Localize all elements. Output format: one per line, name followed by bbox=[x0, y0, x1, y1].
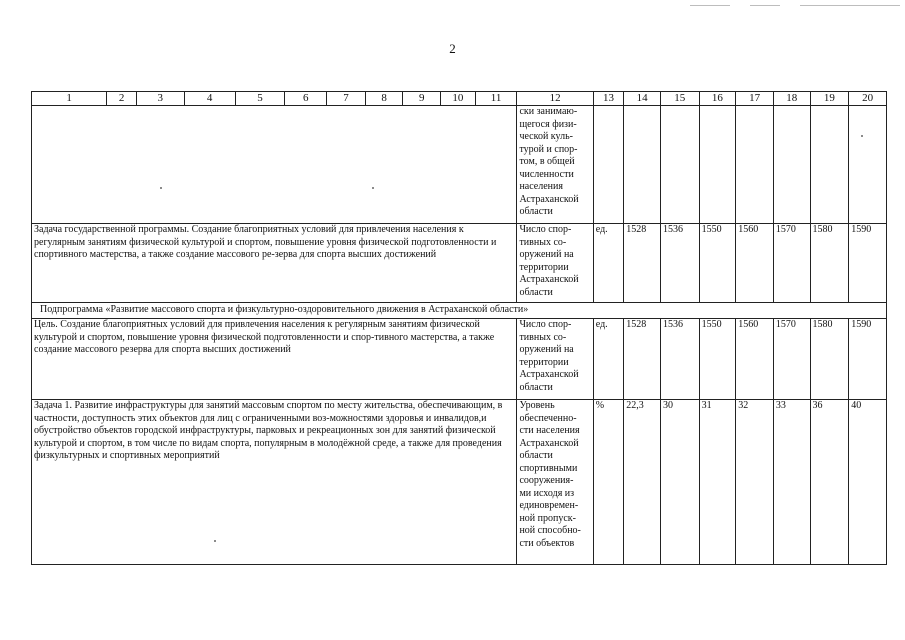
indicators-table bbox=[31, 91, 887, 565]
indicator-cell: ски занимаю- щегося физи- ческой куль- турой и спор- том, в общей численности населения Астраханской области bbox=[517, 106, 593, 224]
column-number: 12 bbox=[517, 92, 593, 106]
value-cell: 31 bbox=[699, 400, 736, 565]
column-number: 13 bbox=[593, 92, 624, 106]
value-cell: 1528 bbox=[624, 319, 661, 400]
value-cell bbox=[773, 106, 810, 224]
column-number: 11 bbox=[475, 92, 517, 106]
value-cell bbox=[849, 106, 887, 224]
indicator-cell: Уровень обеспеченно- сти населения Астраханской области спортивными сооружения- ми исходя из единовремен- ной пропуск- ной способно- сти объектов bbox=[517, 400, 593, 565]
table-row-state-task bbox=[32, 224, 887, 303]
value-cell: 1580 bbox=[810, 224, 849, 303]
column-number: 8 bbox=[365, 92, 403, 106]
value-cell: 1590 bbox=[849, 224, 887, 303]
value-cell: 1550 bbox=[699, 224, 736, 303]
table-row-goal bbox=[32, 319, 887, 400]
unit-cell: ед. bbox=[593, 319, 624, 400]
value-cell: 1560 bbox=[736, 224, 774, 303]
value-cell bbox=[624, 106, 661, 224]
column-number: 1 bbox=[32, 92, 107, 106]
value-cell: 1570 bbox=[773, 319, 810, 400]
column-number: 16 bbox=[699, 92, 736, 106]
scan-speck bbox=[861, 135, 863, 137]
table-row-subprogram bbox=[32, 303, 887, 319]
scan-speck bbox=[214, 540, 216, 542]
column-number: 15 bbox=[660, 92, 699, 106]
value-cell: 1536 bbox=[660, 224, 699, 303]
column-number: 5 bbox=[235, 92, 285, 106]
column-number: 2 bbox=[107, 92, 137, 106]
indicator-cell: Число спор- тивных со- оружений на территории Астраханской области bbox=[517, 319, 593, 400]
description-cell bbox=[32, 106, 517, 224]
column-number: 20 bbox=[849, 92, 887, 106]
column-number: 4 bbox=[184, 92, 235, 106]
subprogram-title: Подпрограмма «Развитие массового спорта и физкультурно-оздоровительного движения в Астраханской области» bbox=[32, 303, 887, 319]
value-cell bbox=[810, 106, 849, 224]
value-cell: 36 bbox=[810, 400, 849, 565]
value-cell: 33 bbox=[773, 400, 810, 565]
value-cell: 30 bbox=[660, 400, 699, 565]
unit-cell: % bbox=[593, 400, 624, 565]
column-number: 6 bbox=[285, 92, 327, 106]
column-number: 3 bbox=[136, 92, 184, 106]
value-cell: 1570 bbox=[773, 224, 810, 303]
column-number: 7 bbox=[327, 92, 366, 106]
value-cell bbox=[699, 106, 736, 224]
column-number: 17 bbox=[736, 92, 774, 106]
value-cell: 1528 bbox=[624, 224, 661, 303]
table-row-continuation bbox=[32, 106, 887, 224]
value-cell bbox=[660, 106, 699, 224]
column-number: 19 bbox=[810, 92, 849, 106]
scan-artifact-line bbox=[800, 5, 900, 6]
column-number: 18 bbox=[773, 92, 810, 106]
scan-artifact-line bbox=[690, 5, 730, 6]
scan-artifact-line bbox=[750, 5, 780, 6]
value-cell: 1536 bbox=[660, 319, 699, 400]
description-cell: Цель. Создание благоприятных условий для привлечения населения к регулярным занятиям физической культурой и спортом, повышение уровня физической подготовленности и спор-тивного мастерства, а также создание массового резерва для спорта высших достижений bbox=[32, 319, 517, 400]
value-cell: 1590 bbox=[849, 319, 887, 400]
description-cell: Задача 1. Развитие инфраструктуры для занятий массовым спортом по месту жительства, обеспечивающим, в частности, доступность этих объектов для лиц с ограниченными воз-можностями здоровья и инвалидов,и обустройство объектов городской инфраструктуры, парковых и рекреационных зон для занятий физической культурой и спортом, в том числе по видам спорта, популярным в молодёжной среде, а также для проведения физкультурных и спортивных мероприятий bbox=[32, 400, 517, 565]
column-number: 10 bbox=[441, 92, 476, 106]
unit-cell bbox=[593, 106, 624, 224]
value-cell: 22,3 bbox=[624, 400, 661, 565]
value-cell: 1580 bbox=[810, 319, 849, 400]
value-cell bbox=[736, 106, 774, 224]
table-row-task-1 bbox=[32, 400, 887, 565]
description-cell: Задача государственной программы. Создание благоприятных условий для привлечения населения к регулярным занятиям физической культурой и спортом, повышение уровня физической подготовленности и спортивного мастерства, а также создание массового ре-зерва для спорта высших достижений bbox=[32, 224, 517, 303]
scan-speck bbox=[372, 187, 374, 189]
column-number: 14 bbox=[624, 92, 661, 106]
value-cell: 1560 bbox=[736, 319, 774, 400]
column-number: 9 bbox=[403, 92, 441, 106]
header-row bbox=[32, 92, 887, 106]
unit-cell: ед. bbox=[593, 224, 624, 303]
page-number: 2 bbox=[449, 41, 456, 56]
value-cell: 40 bbox=[849, 400, 887, 565]
value-cell: 1550 bbox=[699, 319, 736, 400]
scan-speck bbox=[160, 187, 162, 189]
value-cell: 32 bbox=[736, 400, 774, 565]
indicator-cell: Число спор- тивных со- оружений на территории Астраханской области bbox=[517, 224, 593, 303]
